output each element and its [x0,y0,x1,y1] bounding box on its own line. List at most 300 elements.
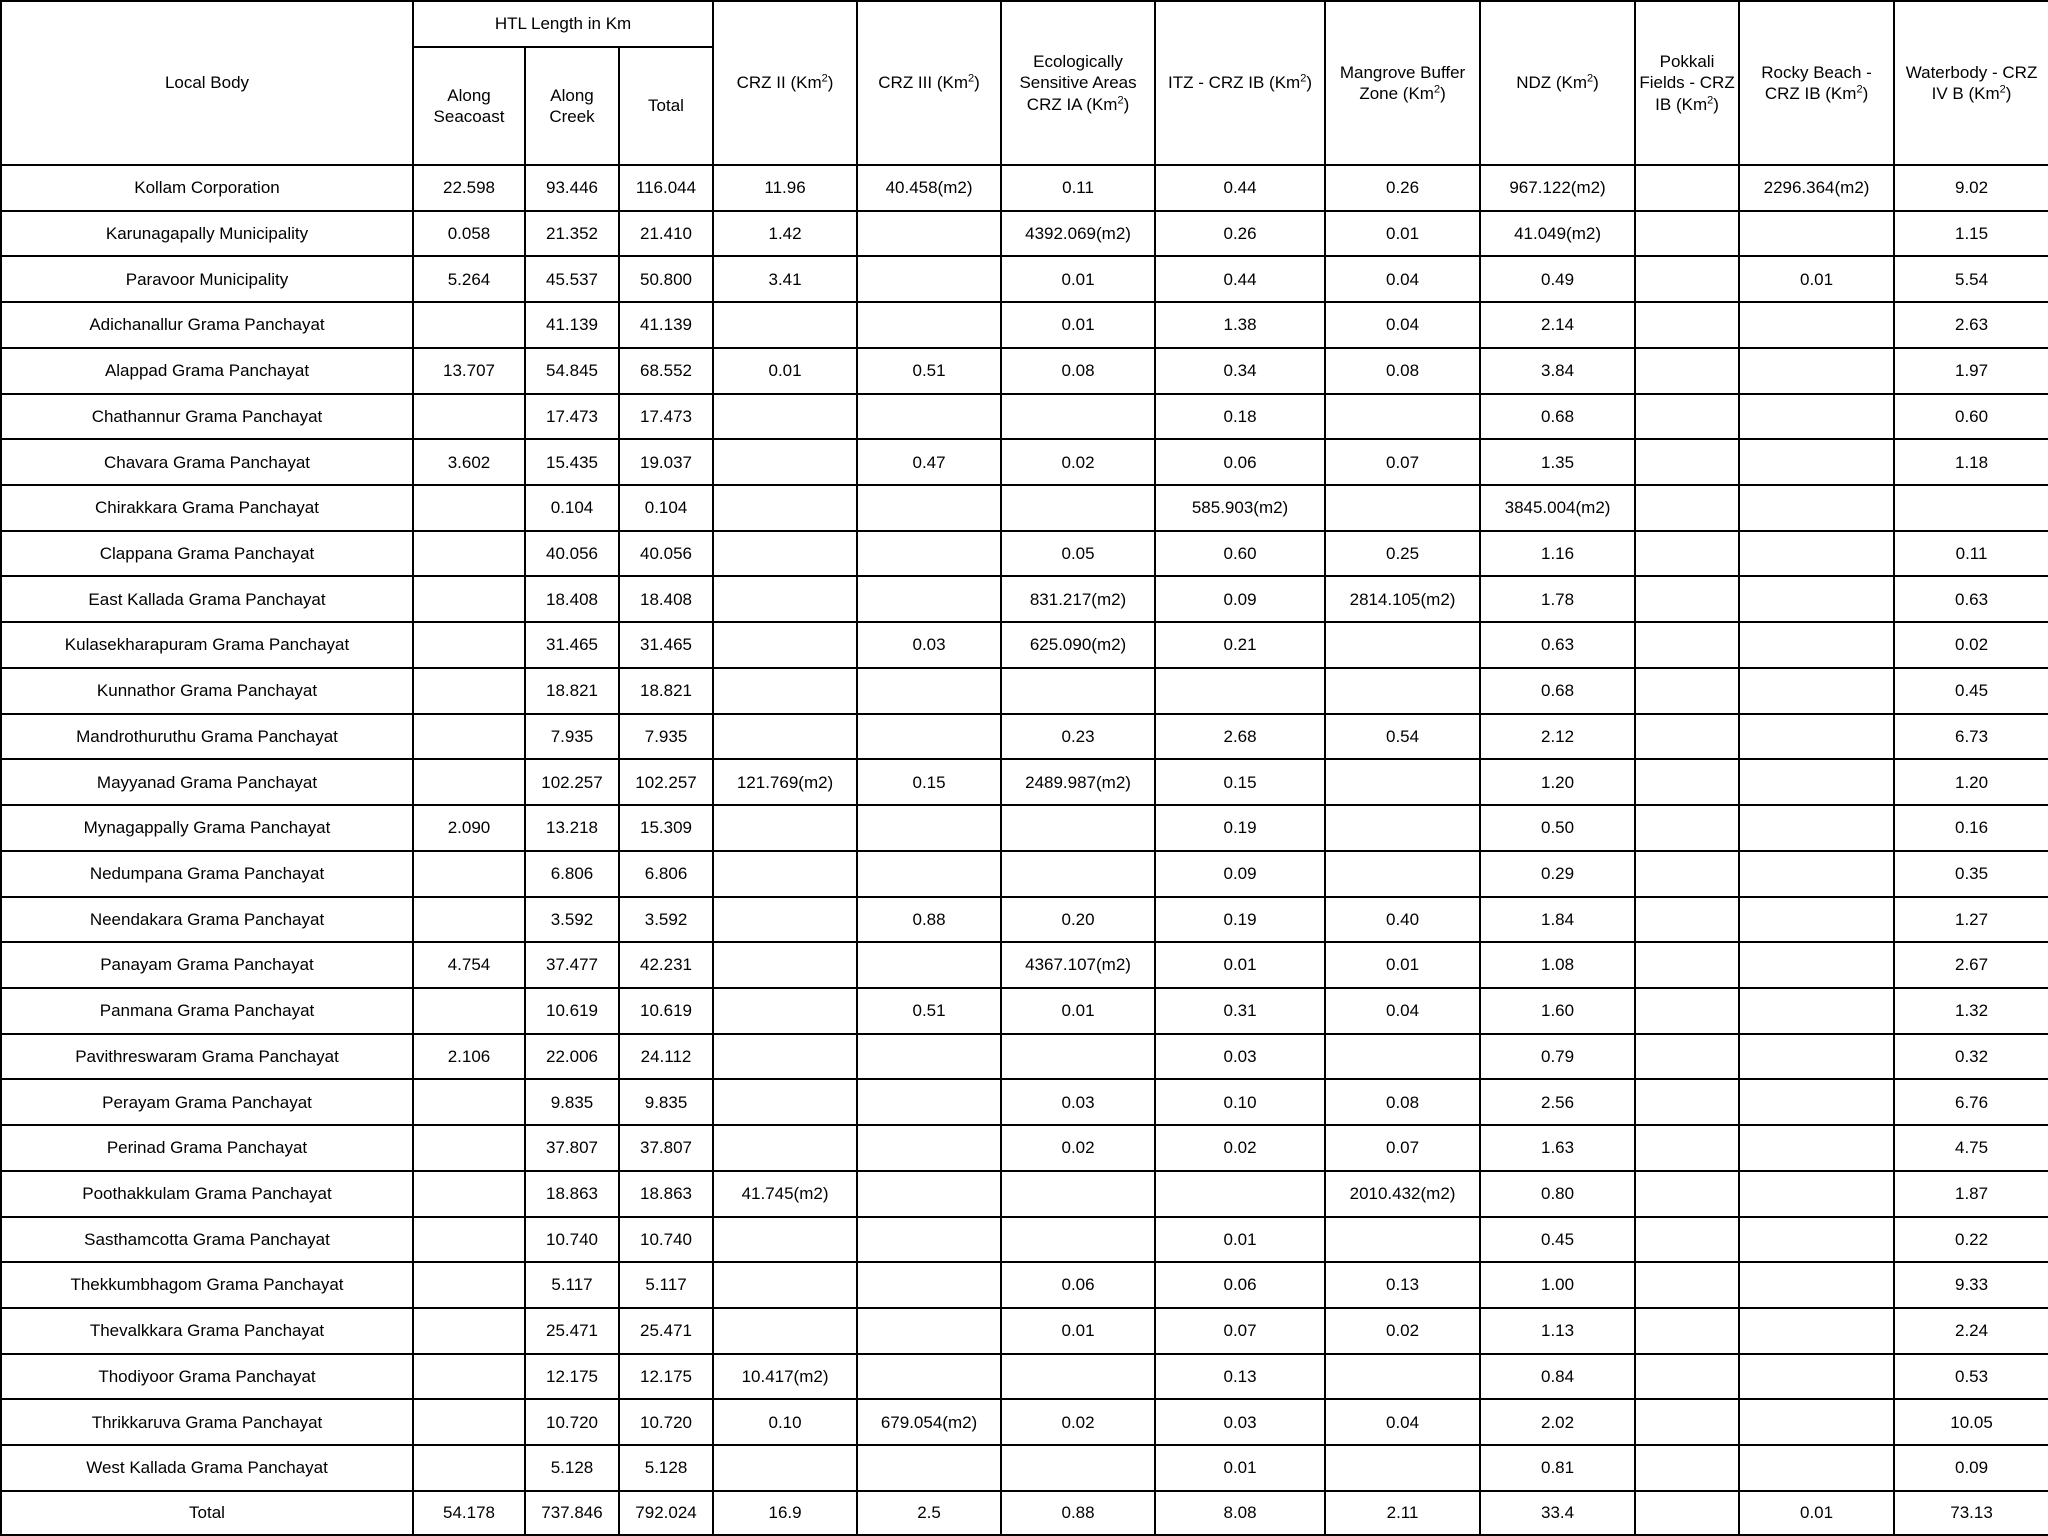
table-cell: 3.592 [619,897,713,943]
table-cell: 42.231 [619,942,713,988]
table-row [1,394,2048,440]
table-cell: 1.32 [1894,988,2048,1034]
table-cell: 4.754 [413,942,525,988]
table-cell: 7.935 [619,714,713,760]
table-cell: 0.01 [1001,256,1155,302]
table-cell: 10.619 [619,988,713,1034]
table-cell [413,531,525,577]
table-cell [1001,1034,1155,1080]
table-cell [1739,302,1894,348]
local-body-name: Chirakkara Grama Panchayat [1,485,413,531]
table-cell: 15.435 [525,439,619,485]
table-cell [857,1079,1001,1125]
table-cell: 0.16 [1894,805,2048,851]
table-cell [1739,759,1894,805]
table-cell: 6.806 [619,851,713,897]
table-cell: 1.60 [1480,988,1635,1034]
table-cell [413,759,525,805]
table-cell [413,622,525,668]
table-cell: 0.02 [1001,439,1155,485]
local-body-name: East Kallada Grama Panchayat [1,576,413,622]
header-label-close: ) [1440,84,1446,103]
table-row [1,805,2048,851]
table-cell: 0.49 [1480,256,1635,302]
table-cell: 2.67 [1894,942,2048,988]
table-cell [713,851,857,897]
table-cell: 11.96 [713,165,857,211]
table-cell: 5.54 [1894,256,2048,302]
table-cell [1635,1034,1739,1080]
table-cell: 0.68 [1480,394,1635,440]
table-cell [1155,668,1325,714]
table-row [1,622,2048,668]
table-cell: 0.09 [1155,851,1325,897]
table-cell: 0.79 [1480,1034,1635,1080]
table-cell: 0.02 [1155,1125,1325,1171]
table-cell [1739,1399,1894,1445]
table-cell: 3.592 [525,897,619,943]
local-body-name: Thekkumbhagom Grama Panchayat [1,1262,413,1308]
table-cell [857,576,1001,622]
table-cell [1635,394,1739,440]
table-cell [857,256,1001,302]
table-cell: 0.104 [525,485,619,531]
table-cell [1325,1354,1480,1400]
table-cell: 0.01 [1001,302,1155,348]
table-cell [1001,1217,1155,1263]
unit-superscript: 2 [1587,72,1594,85]
table-cell: 0.15 [1155,759,1325,805]
table-cell: 0.01 [1325,211,1480,257]
table-cell: 0.45 [1480,1217,1635,1263]
table-cell: 1.27 [1894,897,2048,943]
table-cell: 0.03 [1155,1034,1325,1080]
table-cell: 0.058 [413,211,525,257]
table-cell: 4367.107(m2) [1001,942,1155,988]
table-cell: 0.10 [1155,1079,1325,1125]
table-cell: 3.84 [1480,348,1635,394]
local-body-name: Pavithreswaram Grama Panchayat [1,1034,413,1080]
table-cell: 1.00 [1480,1262,1635,1308]
table-cell: 12.175 [525,1354,619,1400]
table-cell: 5.128 [619,1445,713,1491]
table-cell [1635,1125,1739,1171]
table-row [1,485,2048,531]
table-cell: 93.446 [525,165,619,211]
table-cell [413,668,525,714]
table-cell: 679.054(m2) [857,1399,1001,1445]
local-body-name: Kulasekharapuram Grama Panchayat [1,622,413,668]
table-cell: 9.835 [619,1079,713,1125]
table-cell: 0.31 [1155,988,1325,1034]
table-cell [713,531,857,577]
table-cell: 12.175 [619,1354,713,1400]
header-label-close: ) [1123,94,1130,114]
table-cell [713,1125,857,1171]
table-cell: 625.090(m2) [1001,622,1155,668]
table-cell: 13.218 [525,805,619,851]
table-row [1,851,2048,897]
table-cell: 1.08 [1480,942,1635,988]
total-cell: 73.13 [1894,1491,2048,1535]
table-cell [857,211,1001,257]
table-cell [713,1308,857,1354]
table-cell: 18.863 [525,1171,619,1217]
table-cell: 13.707 [413,348,525,394]
header-crz-ii [713,1,857,165]
table-cell: 0.06 [1155,1262,1325,1308]
header-rocky-beach [1739,1,1894,165]
table-cell [1739,851,1894,897]
table-row [1,1308,2048,1354]
table-cell: 0.08 [1001,348,1155,394]
table-cell: 5.117 [525,1262,619,1308]
table-cell [1894,485,2048,531]
total-cell [1635,1491,1739,1535]
table-cell: 9.02 [1894,165,2048,211]
table-cell [1635,256,1739,302]
table-cell: 0.19 [1155,805,1325,851]
table-cell: 0.01 [1155,1445,1325,1491]
table-cell [713,714,857,760]
local-body-name: Poothakkulam Grama Panchayat [1,1171,413,1217]
table-cell [713,1217,857,1263]
table-cell: 37.807 [525,1125,619,1171]
table-cell: 0.03 [1001,1079,1155,1125]
local-body-name: Kunnathor Grama Panchayat [1,668,413,714]
header-label-close: ) [2005,84,2012,103]
table-cell: 17.473 [619,394,713,440]
table-cell: 0.29 [1480,851,1635,897]
table-cell [1325,394,1480,440]
table-cell [1325,485,1480,531]
table-cell: 0.63 [1894,576,2048,622]
table-cell: 0.23 [1001,714,1155,760]
table-cell: 17.473 [525,394,619,440]
table-cell: 0.08 [1325,1079,1480,1125]
table-cell: 7.935 [525,714,619,760]
local-body-name: Mayyanad Grama Panchayat [1,759,413,805]
local-body-name: Karunagapally Municipality [1,211,413,257]
table-cell: 10.740 [619,1217,713,1263]
table-cell [1739,576,1894,622]
total-cell: 0.88 [1001,1491,1155,1535]
table-cell [1001,1445,1155,1491]
table-cell [1001,1354,1155,1400]
table-cell: 0.01 [1001,988,1155,1034]
header-ecologically-sensitive [1001,1,1155,165]
header-label: NDZ (Km [1516,73,1588,93]
table-cell: 1.18 [1894,439,2048,485]
table-cell [1739,1308,1894,1354]
table-cell [1739,439,1894,485]
table-cell: 0.63 [1480,622,1635,668]
table-cell [1635,714,1739,760]
table-cell: 0.02 [1001,1399,1155,1445]
table-cell [1635,1445,1739,1491]
table-cell [1739,1125,1894,1171]
table-row [1,302,2048,348]
table-row [1,714,2048,760]
table-cell: 0.03 [1155,1399,1325,1445]
table-cell: 1.38 [1155,302,1325,348]
table-cell: 0.04 [1325,302,1480,348]
table-cell: 0.84 [1480,1354,1635,1400]
table-cell [1635,942,1739,988]
table-cell [713,805,857,851]
table-cell: 0.81 [1480,1445,1635,1491]
table-cell [1325,805,1480,851]
header-label-close: ) [1862,84,1869,103]
table-cell [1325,622,1480,668]
table-cell: 1.15 [1894,211,2048,257]
table-cell: 0.04 [1325,988,1480,1034]
table-cell: 2.02 [1480,1399,1635,1445]
table-cell: 0.35 [1894,851,2048,897]
table-cell: 1.78 [1480,576,1635,622]
table-row [1,1171,2048,1217]
table-cell [713,942,857,988]
header-label: Ecologically Sensitive Areas CRZ IA (Km [1019,52,1137,114]
table-row [1,942,2048,988]
table-cell: 2296.364(m2) [1739,165,1894,211]
header-label: CRZ II (Km [736,73,822,93]
table-cell [1001,1171,1155,1217]
table-cell [857,1217,1001,1263]
table-cell: 0.09 [1894,1445,2048,1491]
table-cell [1001,668,1155,714]
table-cell: 25.471 [619,1308,713,1354]
table-cell: 0.45 [1894,668,2048,714]
table-cell [857,1262,1001,1308]
table-cell [413,1445,525,1491]
table-cell: 0.01 [1325,942,1480,988]
table-cell: 0.04 [1325,256,1480,302]
header-label-close: ) [1713,94,1719,114]
table-cell: 68.552 [619,348,713,394]
table-cell: 21.410 [619,211,713,257]
table-cell [1739,714,1894,760]
table-cell: 0.47 [857,439,1001,485]
header-label: CRZ III (Km [878,73,968,93]
table-cell: 18.408 [619,576,713,622]
local-body-name: Neendakara Grama Panchayat [1,897,413,943]
table-cell [1739,1171,1894,1217]
table-cell: 2.68 [1155,714,1325,760]
table-cell [413,302,525,348]
table-cell: 15.309 [619,805,713,851]
table-cell: 10.05 [1894,1399,2048,1445]
header-label-close: ) [827,73,834,93]
table-cell: 585.903(m2) [1155,485,1325,531]
table-cell: 0.01 [1739,256,1894,302]
table-cell: 0.60 [1894,394,2048,440]
table-cell: 0.15 [857,759,1001,805]
table-cell: 31.465 [619,622,713,668]
table-cell: 0.21 [1155,622,1325,668]
table-cell [1635,1308,1739,1354]
table-cell [713,576,857,622]
table-cell [857,1354,1001,1400]
table-cell [413,714,525,760]
unit-superscript: 2 [1300,72,1307,85]
table-cell: 0.05 [1001,531,1155,577]
table-cell [713,988,857,1034]
table-cell [413,576,525,622]
table-row [1,256,2048,302]
total-cell: 54.178 [413,1491,525,1535]
unit-superscript: 2 [1707,93,1714,106]
table-cell: 0.18 [1155,394,1325,440]
table-cell: 0.104 [619,485,713,531]
table-cell [1739,1079,1894,1125]
table-cell: 0.53 [1894,1354,2048,1400]
table-cell: 0.11 [1001,165,1155,211]
header-ndz [1480,1,1635,165]
table-cell [1739,942,1894,988]
table-row [1,988,2048,1034]
table-cell: 102.257 [619,759,713,805]
table-cell [1635,988,1739,1034]
table-cell: 19.037 [619,439,713,485]
table-cell: 1.63 [1480,1125,1635,1171]
table-row [1,576,2048,622]
table-body [1,165,2048,1491]
header-label: Rocky Beach - CRZ IB (Km [1761,62,1872,103]
table-row [1,1354,2048,1400]
table-cell: 3845.004(m2) [1480,485,1635,531]
unit-superscript: 2 [1856,83,1863,96]
header-crz-iii [857,1,1001,165]
header-mangrove-buffer [1325,1,1480,165]
table-row [1,1399,2048,1445]
table-cell [413,988,525,1034]
local-body-name: Clappana Grama Panchayat [1,531,413,577]
table-cell [1001,485,1155,531]
unit-superscript: 2 [1433,83,1441,96]
table-cell: 5.264 [413,256,525,302]
table-cell: 0.02 [1325,1308,1480,1354]
local-body-name: Nedumpana Grama Panchayat [1,851,413,897]
table-row [1,668,2048,714]
table-cell [1325,668,1480,714]
table-cell [713,394,857,440]
table-cell: 0.07 [1325,439,1480,485]
table-cell: 1.97 [1894,348,2048,394]
table-cell [1739,668,1894,714]
table-cell: 1.16 [1480,531,1635,577]
table-cell: 21.352 [525,211,619,257]
table-cell: 1.13 [1480,1308,1635,1354]
local-body-name: Alappad Grama Panchayat [1,348,413,394]
table-cell: 0.68 [1480,668,1635,714]
table-cell [1635,302,1739,348]
table-cell [1325,1445,1480,1491]
table-cell: 2814.105(m2) [1325,576,1480,622]
table-cell [713,897,857,943]
table-row [1,1125,2048,1171]
table-row [1,348,2048,394]
table-cell: 0.11 [1894,531,2048,577]
table-cell: 0.34 [1155,348,1325,394]
table-cell: 40.056 [525,531,619,577]
header-label-close: ) [1593,73,1599,93]
table-cell: 9.835 [525,1079,619,1125]
table-cell [1635,576,1739,622]
table-cell: 41.745(m2) [713,1171,857,1217]
table-cell [1325,1034,1480,1080]
table-cell [1325,851,1480,897]
table-cell [1325,759,1480,805]
table-cell: 18.863 [619,1171,713,1217]
unit-superscript: 2 [1999,83,2006,96]
table-cell: 40.056 [619,531,713,577]
table-cell: 18.408 [525,576,619,622]
table-cell: 0.01 [1155,942,1325,988]
local-body-name: Sasthamcotta Grama Panchayat [1,1217,413,1263]
total-cell: 2.11 [1325,1491,1480,1535]
table-cell: 5.117 [619,1262,713,1308]
table-cell [413,897,525,943]
table-cell: 2.63 [1894,302,2048,348]
table-cell: 37.477 [525,942,619,988]
table-row [1,1262,2048,1308]
table-cell: 31.465 [525,622,619,668]
table-cell: 45.537 [525,256,619,302]
header-along-creek: Along Creek [525,47,619,165]
table-cell [857,394,1001,440]
table-cell: 0.13 [1325,1262,1480,1308]
table-cell [1635,165,1739,211]
table-cell [1739,1262,1894,1308]
table-cell [1739,988,1894,1034]
total-cell: 16.9 [713,1491,857,1535]
local-body-name: Chavara Grama Panchayat [1,439,413,485]
table-cell [1635,1399,1739,1445]
table-cell: 50.800 [619,256,713,302]
table-row [1,165,2048,211]
table-cell [713,302,857,348]
table-cell: 0.26 [1325,165,1480,211]
table-cell: 2.14 [1480,302,1635,348]
local-body-name: Mynagappally Grama Panchayat [1,805,413,851]
table-cell: 5.128 [525,1445,619,1491]
table-cell: 1.87 [1894,1171,2048,1217]
table-cell [1001,805,1155,851]
table-row [1,439,2048,485]
table-cell: 0.51 [857,348,1001,394]
table-cell: 3.41 [713,256,857,302]
table-cell [1739,1354,1894,1400]
header-itz-crz-ib [1155,1,1325,165]
total-row [1,1491,2048,1535]
table-cell [713,668,857,714]
table-cell: 41.139 [525,302,619,348]
table-cell [1635,1079,1739,1125]
table-cell: 0.60 [1155,531,1325,577]
table-cell [857,302,1001,348]
table-cell [413,485,525,531]
table-cell: 9.33 [1894,1262,2048,1308]
header-label: Mangrove Buffer Zone (Km [1339,62,1466,103]
table-cell: 0.40 [1325,897,1480,943]
table-cell [857,1125,1001,1171]
local-body-name: Thrikkaruva Grama Panchayat [1,1399,413,1445]
table-cell [857,1034,1001,1080]
table-cell [1739,1217,1894,1263]
table-row [1,1079,2048,1125]
table-cell: 0.26 [1155,211,1325,257]
